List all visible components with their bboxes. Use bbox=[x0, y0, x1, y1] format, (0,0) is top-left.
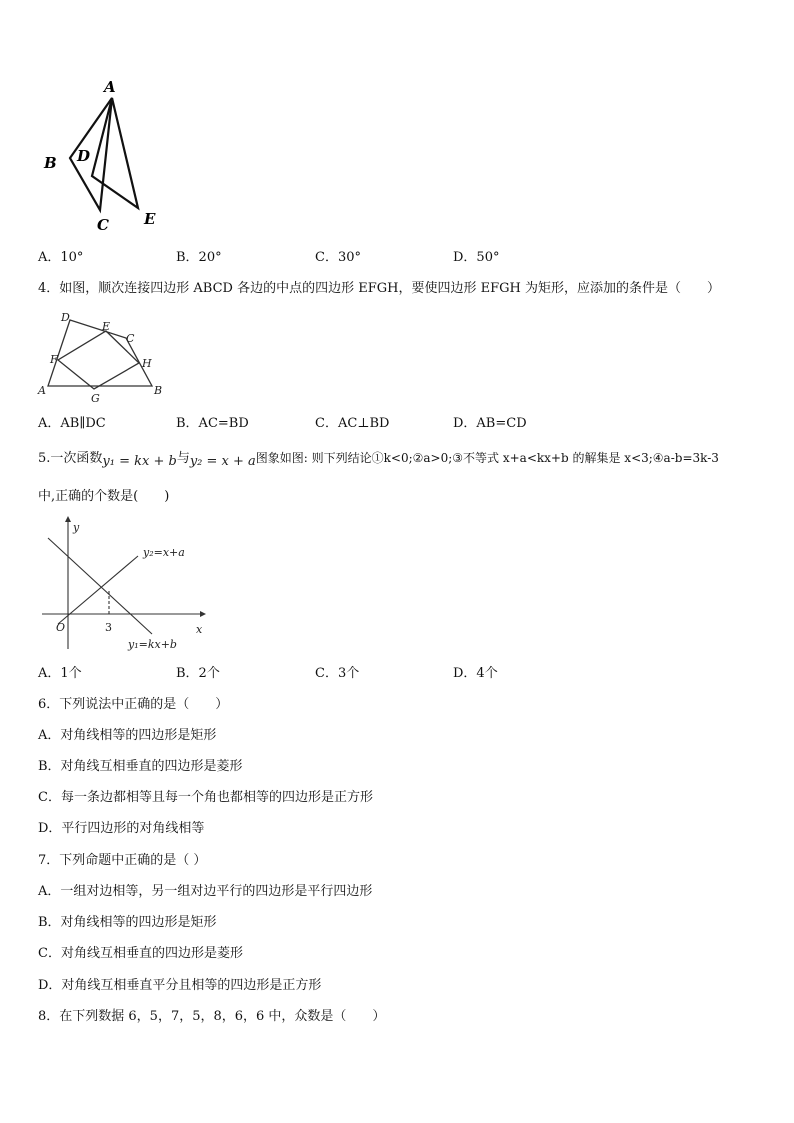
label-b: B bbox=[154, 384, 163, 397]
q6-option-c[interactable]: C．每一条边都相等且每一个角也都相等的四边形是正方形 bbox=[38, 790, 373, 805]
q5-formula-2: y₂ = x + a bbox=[189, 454, 256, 469]
label-g: G bbox=[91, 392, 100, 405]
q5-stem-prefix: 5.一次函数 bbox=[38, 451, 103, 466]
label-d: D bbox=[61, 311, 70, 324]
label-y: y bbox=[73, 521, 80, 534]
q6-option-b[interactable]: B．对角线互相垂直的四边形是菱形 bbox=[38, 759, 243, 774]
label-y2: y₂=x+a bbox=[143, 546, 185, 559]
label-c: C bbox=[97, 216, 109, 234]
triangle-ade bbox=[92, 98, 138, 208]
q3-option-b[interactable]: B．20° bbox=[176, 250, 222, 265]
label-y1: y₁=kx+b bbox=[128, 638, 177, 651]
x-axis-arrow bbox=[200, 611, 206, 617]
q3-option-d[interactable]: D．50° bbox=[453, 250, 500, 265]
q7-option-c[interactable]: C．对角线互相垂直的四边形是菱形 bbox=[38, 946, 243, 961]
label-e: E bbox=[102, 320, 111, 333]
q6-option-d[interactable]: D．平行四边形的对角线相等 bbox=[38, 821, 205, 836]
q7-option-a[interactable]: A．一组对边相等，另一组对边平行的四边形是平行四边形 bbox=[38, 884, 373, 899]
label-3: 3 bbox=[105, 621, 112, 634]
label-a: A bbox=[38, 384, 46, 397]
q6-stem: 6．下列说法中正确的是（ ） bbox=[38, 697, 229, 712]
q5-option-c[interactable]: C．3个 bbox=[315, 666, 360, 681]
q4-option-d[interactable]: D．AB=CD bbox=[453, 416, 527, 431]
figure-triangles bbox=[40, 78, 170, 238]
q4-option-b[interactable]: B．AC=BD bbox=[176, 416, 249, 431]
q4-option-a[interactable]: A．AB∥DC bbox=[38, 416, 106, 431]
q5-stem-suffix: 图象如图: 则下列结论①k<0;②a>0;③不等式 x+a<kx+b 的解集是 x<3;④a-b=3k-3 bbox=[255, 451, 719, 465]
q4-stem: 4．如图，顺次连接四边形 ABCD 各边的中点的四边形 EFGH，要使四边形 EFGH 为矩形，应添加的条件是（ ） bbox=[38, 281, 720, 296]
q3-option-a[interactable]: A．10° bbox=[38, 250, 84, 265]
q5-stem bbox=[38, 450, 719, 467]
q7-stem: 7．下列命题中正确的是（ ） bbox=[38, 853, 207, 868]
label-d: D bbox=[77, 147, 91, 165]
q5-stem-mid: 与 bbox=[176, 451, 190, 466]
q5-option-b[interactable]: B．2个 bbox=[176, 666, 220, 681]
q3-option-c[interactable]: C．30° bbox=[315, 250, 361, 265]
label-x: x bbox=[196, 623, 203, 636]
q4-option-c[interactable]: C．AC⊥BD bbox=[315, 416, 390, 431]
quad-abcd bbox=[48, 320, 152, 386]
label-o: O bbox=[56, 621, 66, 634]
q5-stem-line2: 中,正确的个数是( ) bbox=[38, 489, 170, 504]
q5-option-d[interactable]: D．4个 bbox=[453, 666, 498, 681]
q8-stem: 8．在下列数据 6，5，7，5，8，6，6 中，众数是（ ） bbox=[38, 1009, 386, 1024]
y-axis-arrow bbox=[65, 516, 71, 522]
label-a: A bbox=[104, 78, 116, 96]
figure-linear-graph bbox=[38, 516, 218, 656]
label-e: E bbox=[144, 210, 156, 228]
label-f: F bbox=[50, 353, 58, 366]
label-c: C bbox=[126, 332, 135, 345]
label-b: B bbox=[44, 154, 57, 172]
q5-formula-1: y₁ = kx + b bbox=[102, 454, 177, 469]
q7-option-d[interactable]: D．对角线互相垂直平分且相等的四边形是正方形 bbox=[38, 978, 322, 993]
q6-option-a[interactable]: A．对角线相等的四边形是矩形 bbox=[38, 728, 217, 743]
figure-quadrilateral bbox=[34, 308, 174, 406]
q7-option-b[interactable]: B．对角线相等的四边形是矩形 bbox=[38, 915, 217, 930]
q5-option-a[interactable]: A．1个 bbox=[38, 666, 82, 681]
label-h: H bbox=[142, 357, 152, 370]
